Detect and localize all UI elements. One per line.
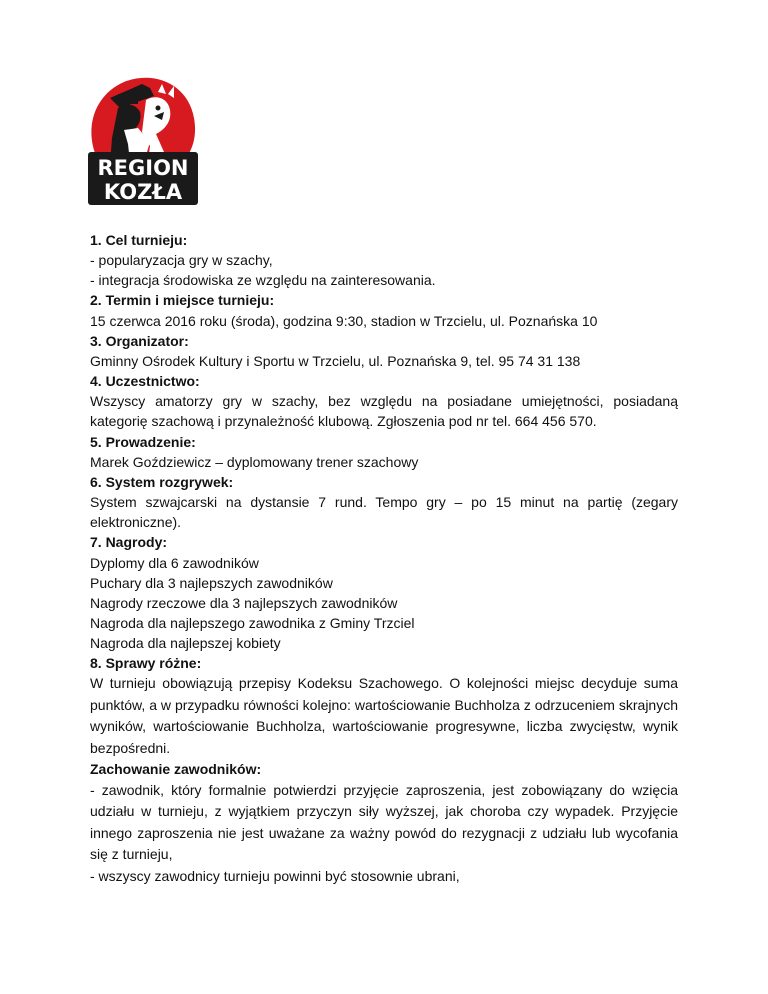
prize-item: Nagroda dla najlepszej kobiety — [90, 635, 281, 652]
prize-item: Dyplomy dla 6 zawodników — [90, 554, 259, 571]
prize-item: Nagroda dla najlepszego zawodnika z Gminy Trzciel — [90, 614, 415, 631]
section-heading-misc: 8. Sprawy różne: — [90, 655, 202, 672]
date-place-text: 15 czerwca 2016 roku (środa), godzina 9:30, stadion w Trzcielu, ul. Poznańska 10 — [90, 312, 598, 329]
goal-item: - integracja środowiska ze względu na zainteresowania. — [90, 272, 436, 289]
section-heading-organizer: 3. Organizator: — [90, 332, 189, 349]
system-text: System szwajcarski na dystansie 7 rund. Tempo gry – po 15 minut na partię (zegary elektroniczne). — [90, 494, 678, 531]
misc-text: W turnieju obowiązują przepisy Kodeksu Szachowego. O kolejności miejsc decyduje suma punktów, a w przypadku równości kolejno: wartościowanie Buchholza z odrzuceniem skrajnych wyników, wartościowanie Buchholza, wartościowanie progresywne, liczba zwycięstw, wynik bezpośredni. — [90, 675, 678, 756]
prize-item: Nagrody rzeczowe dla 3 najlepszych zawodników — [90, 594, 398, 611]
participation-text: Wszyscy amatorzy gry w szachy, bez względu na posiadane umiejętności, posiadaną kategorię szachową i przynależność klubową. Zgłoszenia pod nr tel. 664 456 570. — [90, 393, 678, 430]
logo-graphic — [84, 72, 202, 207]
section-heading-prizes: 7. Nagrody: — [90, 534, 168, 551]
management-text: Marek Goździewicz – dyplomowany trener szachowy — [90, 453, 419, 470]
section-heading-date-place: 2. Termin i miejsce turnieju: — [90, 292, 275, 309]
conduct-item: - wszyscy zawodnicy turnieju powinni być stosownie ubrani, — [90, 867, 460, 884]
organizer-text: Gminny Ośrodek Kultury i Sportu w Trzcielu, ul. Poznańska 9, tel. 95 74 31 138 — [90, 352, 581, 369]
goal-item: - popularyzacja gry w szachy, — [90, 252, 273, 269]
tournament-regulations — [90, 230, 678, 887]
conduct-item: - zawodnik, który formalnie potwierdzi przyjęcie zaproszenia, jest zobowiązany do wzięcia udziału w turnieju, z wyjątkiem przyczyn siły wyższej, jak choroba czy wypadek. Przyjęcie innego zaproszenia nie jest uważane za ważny powód do rezygnacji z udziału lub wycofania się z turnieju, — [90, 781, 678, 863]
logo-line-1: REGION — [97, 156, 189, 180]
logo-line-2: KOZŁA — [103, 180, 183, 204]
section-heading-system: 6. System rozgrywek: — [90, 473, 234, 490]
prize-item: Puchary dla 3 najlepszych zawodników — [90, 574, 333, 591]
section-heading-goal: 1. Cel turnieju: — [90, 232, 188, 248]
section-heading-conduct: Zachowanie zawodników: — [90, 761, 262, 778]
region-kozla-logo — [84, 72, 202, 207]
section-heading-management: 5. Prowadzenie: — [90, 433, 196, 450]
section-heading-participation: 4. Uczestnictwo: — [90, 373, 200, 390]
